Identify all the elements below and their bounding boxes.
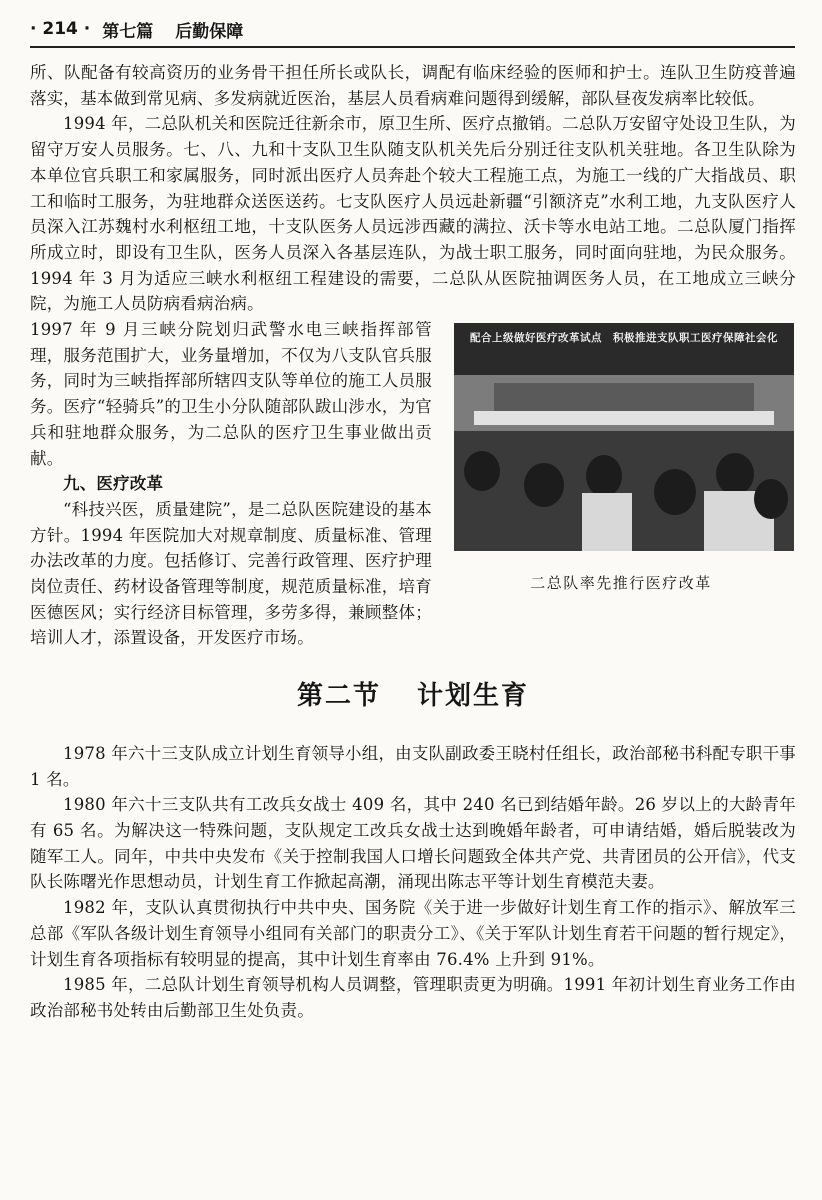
paragraph: 1978 年六十三支队成立计划生育领导小组，由支队副政委王晓村任组长，政治部秘书科配专职干事 1 名。 — [30, 743, 796, 789]
subsection-heading: 九、医疗改革 — [63, 474, 164, 494]
paragraph: 1985 年，二总队计划生育领导机构人员调整，管理职责更为明确。1991 年初计划生育业务工作由政治部秘书处转由后勤部卫生处负责。 — [30, 975, 796, 1020]
figure — [446, 323, 796, 607]
meeting-photo — [454, 323, 794, 551]
section-name: 计划生育 — [417, 681, 530, 712]
paragraph: “科技兴医，质量建院”，是二总队医院建设的基本方针。1994 年医院加大对规章制度、质量标准、管理办法改革的力度。包括修订、完善行政管理、医疗护理岗位责任、药材设备管理等制度，规范质量标准，培育医德医风；实行经济目标管理，多劳多得，兼顾整体；培训人才，添置设备，开发医疗市场。 — [30, 499, 432, 648]
part-title: 后勤保障 — [175, 21, 244, 42]
photo-banner: 配合上级做好医疗改革试点 积极推进支队职工医疗保障社会化 — [454, 323, 794, 375]
paragraph: 所、队配备有较高资历的业务骨干担任所长或队长，调配有临床经验的医师和护士。连队卫生防疫普遍落实，基本做到常见病、多发病就近医治，基层人员看病难问题得到缓解，部队昼夜发病率比较低。 — [30, 63, 796, 108]
page-number: · 214 · — [30, 19, 91, 39]
paragraph: 1980 年六十三支队共有工改兵女战士 409 名，其中 240 名已到结婚年龄。26 岁以上的大龄青年有 65 名。为解决这一特殊问题，支队规定工改兵女战士达到晚婚年龄者，可申请结婚，婚后脱装改为随军工人。同年，中共中央发布《关于控制我国人口增长问题致全体共产党、共青团员的公开信》，代支队长陈曙光作思想动员，计划生育工作掀起高潮，涌现出陈志平等计划生育模范夫妻。 — [30, 795, 796, 892]
paragraph: 1994 年，二总队机关和医院迁往新余市，原卫生所、医疗点撤销。二总队万安留守处设卫生队，为留守万安人员服务。七、八、九和十支队卫生队随支队机关先后分别迁往支队机关驻地。各卫生队除为本单位官兵职工和家属服务，同时派出医疗人员奔赴个较大工程施工点，为施工一线的广大指战员、职工和临时工服务，为驻地群众送医送药。七支队医疗人员远赴新疆“引额济克”水利工地，九支队医疗人员深入江苏魏村水利枢纽工地，十支队医务人员远涉西藏的满拉、沃卡等水电站工地。二总队厦门指挥所成立时，即设有卫生队，医务人员深入各基层连队，为战士职工服务，同时面向驻地，为民众服务。1994 年 3 月为适应三峡水利枢纽工程建设的需要，二总队从医院抽调医务人员，在工地成立三峡分院，为施工人员防病看病治病。 — [30, 114, 796, 314]
part-label: 第七篇 — [102, 21, 154, 42]
page-header — [30, 12, 795, 48]
paragraph: 1997 年 9 月三峡分院划归武警水电三峡指挥部管理，服务范围扩大，业务量增加，不仅为八支队官兵服务，同时为三峡指挥部所辖四支队等单位的施工人员服务。医疗“轻骑兵”的卫生小分队随部队跋山涉水，为官兵和驻地群众服务，为二总队的医疗卫生事业做出贡献。 — [30, 320, 432, 468]
paragraph: 1982 年，支队认真贯彻执行中共中央、国务院《关于进一步做好计划生育工作的指示》、解放军三总部《军队各级计划生育领导小组同有关部门的职责分工》、《关于军队计划生育若干问题的暂行规定》，计划生育各项指标有较明显的提高，其中计划生育率由 76.4% 上升到 91%。 — [30, 898, 796, 969]
figure-caption: 二总队率先推行医疗改革 — [530, 574, 712, 593]
section-number: 第二节 — [296, 681, 381, 712]
section-title — [30, 681, 796, 712]
body-text — [30, 60, 796, 1024]
